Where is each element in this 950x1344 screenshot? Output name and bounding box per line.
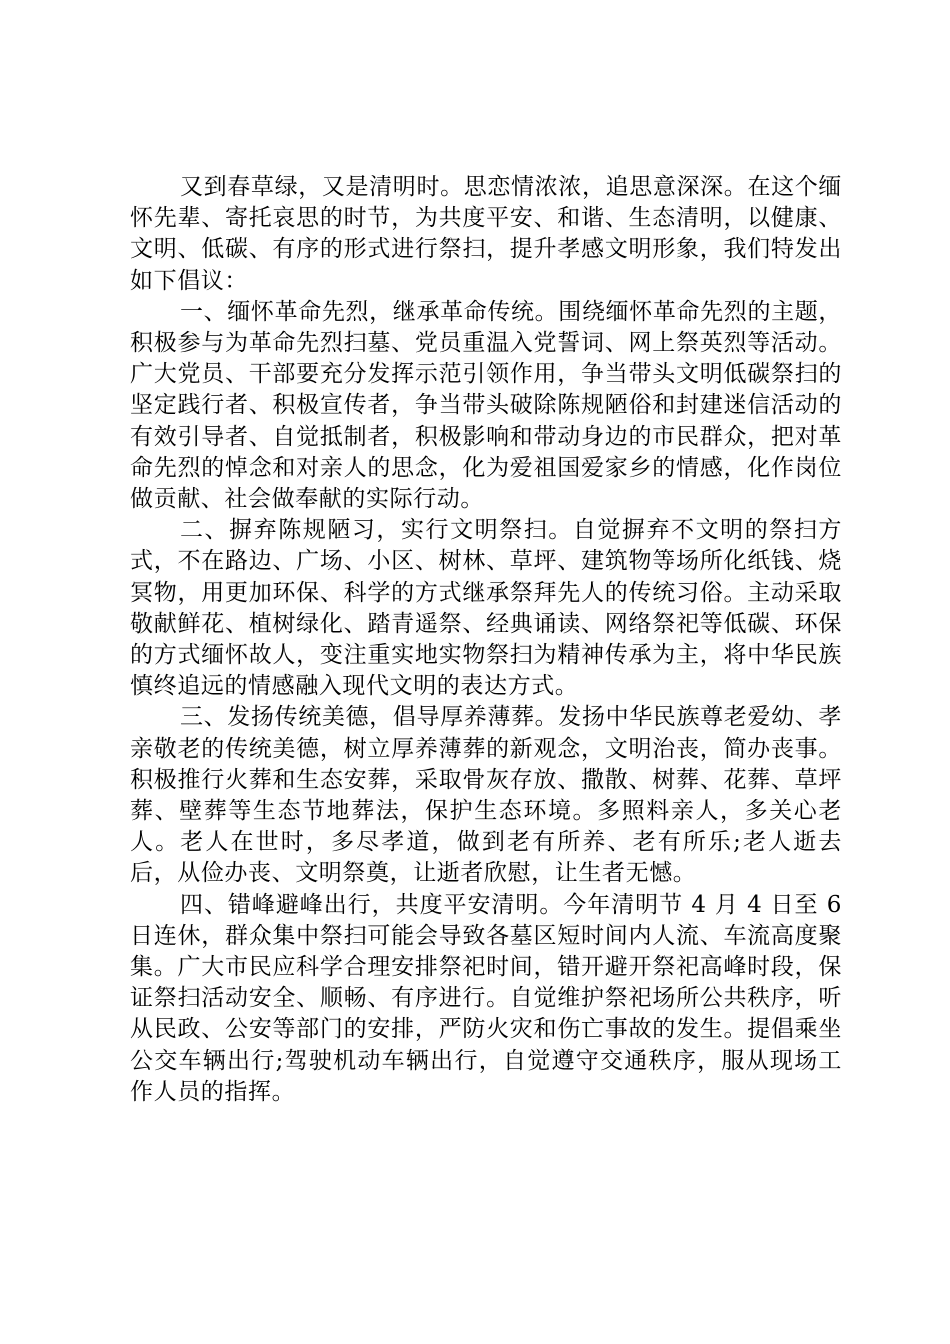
proposal-paragraph-4: 四、错峰避峰出行，共度平安清明。今年清明节 4 月 4 日至 6 日连休，群众集中祭扫可能会导致各墓区短时间内人流、车流高度聚集。广大市民应科学合理安排祭祀时间，错开避开祭祀高峰时段，保证祭扫活动安全、顺畅、有序进行。自觉维护祭祀场所公共秩序，听从民政、公安等部门的安排，严防火灾和伤亡事故的发生。提倡乘坐公交车辆出行;驾驶机动车辆出行，自觉遵守交通秩序，服从现场工作人员的指挥。 [130, 891, 842, 1105]
document-body [130, 172, 842, 1108]
proposal-paragraph-3: 三、发扬传统美德，倡导厚养薄葬。发扬中华民族尊老爱幼、孝亲敬老的传统美德，树立厚养薄葬的新观念，文明治丧，简办丧事。积极推行火葬和生态安葬，采取骨灰存放、撒散、树葬、花葬、草坪葬、壁葬等生态节地葬法，保护生态环境。多照料亲人，多关心老人。老人在世时，多尽孝道，做到老有所养、老有所乐;老人逝去后，从俭办丧、文明祭奠，让逝者欣慰，让生者无憾。 [130, 704, 842, 887]
proposal-paragraph-1: 一、缅怀革命先烈，继承革命传统。围绕缅怀革命先烈的主题，积极参与为革命先烈扫墓、党员重温入党誓词、网上祭英烈等活动。广大党员、干部要充分发挥示范引领作用，争当带头文明低碳祭扫的坚定践行者、积极宣传者，争当带头破除陈规陋俗和封建迷信活动的有效引导者、自觉抵制者，积极影响和带动身边的市民群众，把对革命先烈的悼念和对亲人的思念，化为爱祖国爱家乡的情感，化作岗位做贡献、社会做奉献的实际行动。 [130, 298, 842, 513]
intro-paragraph: 又到春草绿，又是清明时。思恋情浓浓，追思意深深。在这个缅怀先辈、寄托哀思的时节，为共度平安、和谐、生态清明，以健康、文明、低碳、有序的形式进行祭扫，提升孝感文明形象，我们特发出如下倡议： [130, 174, 842, 294]
proposal-paragraph-2: 二、摒弃陈规陋习，实行文明祭扫。自觉摒弃不文明的祭扫方式，不在路边、广场、小区、树林、草坪、建筑物等场所化纸钱、烧冥物，用更加环保、科学的方式继承祭拜先人的传统习俗。主动采取敬献鲜花、植树绿化、踏青遥祭、经典诵读、网络祭祀等低碳、环保的方式缅怀故人，变注重实地实物祭扫为精神传承为主，将中华民族慎终追远的情感融入现代文明的表达方式。 [130, 517, 842, 700]
